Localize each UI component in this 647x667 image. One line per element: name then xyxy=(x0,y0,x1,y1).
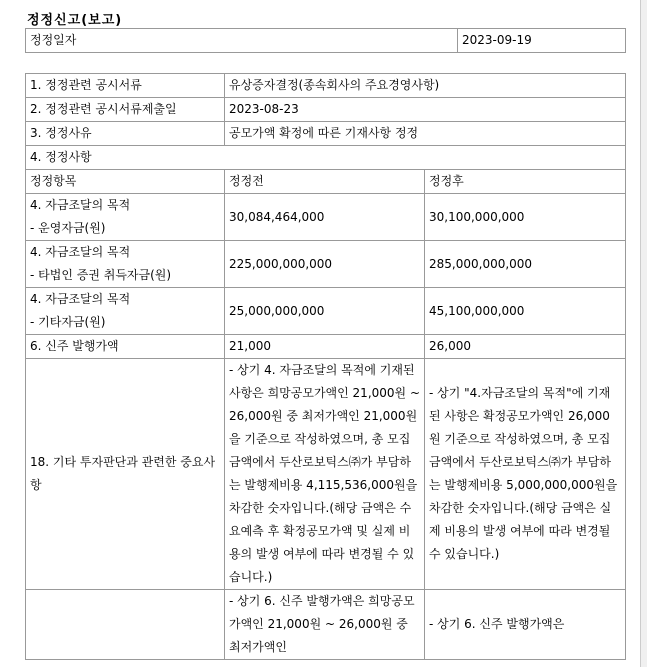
row-item-line1: 4. 자금조달의 목적 xyxy=(30,245,131,259)
row-item-line2: - 운영자금(원) xyxy=(30,221,106,235)
column-header-row xyxy=(26,170,626,194)
table-row xyxy=(26,288,626,335)
last-row-after: - 상기 6. 신주 발행가액은 xyxy=(425,590,626,660)
table-row xyxy=(26,335,626,359)
row-item xyxy=(26,194,225,241)
column-header-item: 정정항목 xyxy=(26,170,225,194)
row-after: 45,100,000,000 xyxy=(425,288,626,335)
row-item-line2: - 타법인 증권 취득자금(원) xyxy=(30,268,172,282)
info-row xyxy=(26,98,626,122)
table-row xyxy=(26,194,626,241)
price-after: 26,000 xyxy=(425,335,626,359)
row-item-line1: 4. 자금조달의 목적 xyxy=(30,198,131,212)
table-row xyxy=(26,590,626,660)
column-header-after: 정정후 xyxy=(425,170,626,194)
table-row xyxy=(26,241,626,288)
info-label: 2. 정정관련 공시서류제출일 xyxy=(26,98,225,122)
row-before: 225,000,000,000 xyxy=(225,241,425,288)
correction-date-label: 정정일자 xyxy=(26,29,458,53)
info-value: 2023-08-23 xyxy=(225,98,626,122)
last-row-item xyxy=(26,590,225,660)
row-item xyxy=(26,241,225,288)
page-title: 정정신고(보고) xyxy=(27,13,123,28)
correction-date-value: 2023-09-19 xyxy=(458,29,626,53)
info-row xyxy=(26,122,626,146)
info-label: 1. 정정관련 공시서류 xyxy=(26,74,225,98)
row-item xyxy=(26,288,225,335)
section-label: 4. 정정사항 xyxy=(26,146,626,170)
info-label: 3. 정정사유 xyxy=(26,122,225,146)
row-item-line2: - 기타자금(원) xyxy=(30,315,106,329)
correction-date-table xyxy=(25,28,626,53)
row-before: 25,000,000,000 xyxy=(225,288,425,335)
row18-item: 18. 기타 투자판단과 관련한 중요사항 xyxy=(26,359,225,590)
row-before: 30,084,464,000 xyxy=(225,194,425,241)
price-before: 21,000 xyxy=(225,335,425,359)
row18-before: - 상기 4. 자금조달의 목적에 기재된 사항은 희망공모가액인 21,000원 ~ 26,000원 중 최저가액인 21,000원을 기준으로 작성하였으며, 총 모집 금액에서 두산로보틱스㈜가 부담하는 발행제비용 4,115,536,000원을 차감한 숫자입니다.(해당 금액은 수요예측 후 확정공모가액 및 실제 비용의 발생 여부에 따라 변경될 수 있습니다.) xyxy=(225,359,425,590)
info-value: 유상증자결정(종속회사의 주요경영사항) xyxy=(225,74,626,98)
correction-detail-table xyxy=(25,73,626,660)
row-after: 285,000,000,000 xyxy=(425,241,626,288)
last-row-before: - 상기 6. 신주 발행가액은 희망공모가액인 21,000원 ~ 26,000원 중 최저가액인 xyxy=(225,590,425,660)
table-row xyxy=(26,359,626,590)
info-value: 공모가액 확정에 따른 기재사항 정정 xyxy=(225,122,626,146)
info-row xyxy=(26,74,626,98)
row-after: 30,100,000,000 xyxy=(425,194,626,241)
row-item-line1: 4. 자금조달의 목적 xyxy=(30,292,131,306)
vertical-scrollbar[interactable] xyxy=(640,0,647,667)
column-header-before: 정정전 xyxy=(225,170,425,194)
row18-after: - 상기 "4.자금조달의 목적"에 기재된 사항은 확정공모가액인 26,000원 기준으로 작성하였으며, 총 모집금액에서 두산로보틱스㈜가 부담하는 발행제비용 5,000,000,000원을 차감한 숫자입니다.(해당 금액은 실제 비용의 발생 여부에 따라 변경될 수 있습니다.) xyxy=(425,359,626,590)
section-row xyxy=(26,146,626,170)
correction-date-row xyxy=(26,29,626,53)
price-item: 6. 신주 발행가액 xyxy=(26,335,225,359)
